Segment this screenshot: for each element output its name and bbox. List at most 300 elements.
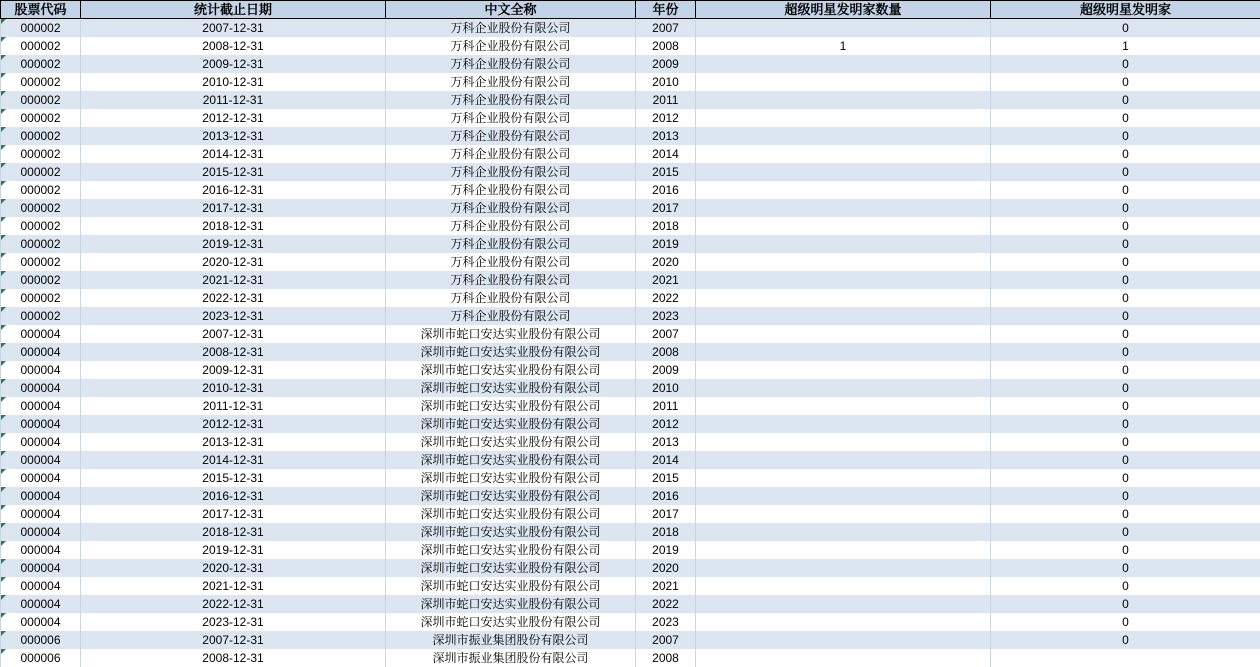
cell-year[interactable]: 2020 [636, 253, 696, 271]
cell-stock-code-text: 000004 [20, 435, 61, 449]
cell-superstar-inventor-count[interactable] [696, 631, 991, 649]
table-row[interactable] [1, 451, 1260, 469]
cell-stock-code[interactable] [1, 505, 81, 523]
cell-statistic-date[interactable]: 2020-12-31 [81, 559, 386, 577]
cell-year[interactable]: 2014 [636, 145, 696, 163]
cell-comment-marker-icon [1, 541, 6, 546]
cell-comment-marker-icon [1, 19, 6, 24]
table-row[interactable] [1, 559, 1260, 577]
cell-year[interactable]: 2015 [636, 163, 696, 181]
cell-stock-code[interactable] [1, 55, 81, 73]
cell-year[interactable]: 2008 [636, 649, 696, 667]
cell-superstar-inventor-flag[interactable]: 0 [991, 217, 1260, 235]
cell-stock-code[interactable] [1, 433, 81, 451]
table-row[interactable] [1, 307, 1260, 325]
cell-statistic-date[interactable]: 2012-12-31 [81, 415, 386, 433]
cell-stock-code[interactable] [1, 235, 81, 253]
table-row[interactable] [1, 109, 1260, 127]
cell-superstar-inventor-flag[interactable]: 0 [991, 361, 1260, 379]
cell-company-name[interactable]: 深圳市振业集团股份有限公司 [386, 631, 636, 649]
cell-superstar-inventor-flag[interactable]: 0 [991, 595, 1260, 613]
table-row[interactable] [1, 343, 1260, 361]
cell-superstar-inventor-flag[interactable]: 0 [991, 559, 1260, 577]
cell-stock-code[interactable] [1, 613, 81, 631]
cell-year[interactable]: 2010 [636, 73, 696, 91]
cell-stock-code[interactable] [1, 649, 81, 667]
cell-statistic-date[interactable]: 2014-12-31 [81, 145, 386, 163]
cell-comment-marker-icon [1, 253, 6, 258]
cell-comment-marker-icon [1, 325, 6, 330]
table-row[interactable] [1, 145, 1260, 163]
cell-stock-code-text: 000006 [20, 651, 61, 665]
cell-superstar-inventor-flag[interactable]: 0 [991, 451, 1260, 469]
column-header-name[interactable]: 中文全称 [386, 1, 636, 19]
cell-statistic-date[interactable]: 2019-12-31 [81, 235, 386, 253]
table-row[interactable] [1, 505, 1260, 523]
cell-stock-code-text: 000004 [20, 363, 61, 377]
cell-stock-code[interactable] [1, 253, 81, 271]
cell-stock-code[interactable] [1, 631, 81, 649]
cell-comment-marker-icon [1, 37, 6, 42]
cell-superstar-inventor-flag[interactable]: 0 [991, 145, 1260, 163]
cell-stock-code[interactable] [1, 37, 81, 55]
cell-company-name[interactable]: 深圳市蛇口安达实业股份有限公司 [386, 595, 636, 613]
cell-company-name[interactable]: 万科企业股份有限公司 [386, 109, 636, 127]
cell-company-name[interactable]: 万科企业股份有限公司 [386, 289, 636, 307]
cell-statistic-date[interactable]: 2021-12-31 [81, 271, 386, 289]
cell-superstar-inventor-count[interactable] [696, 145, 991, 163]
cell-superstar-inventor-count[interactable] [696, 253, 991, 271]
cell-stock-code[interactable] [1, 199, 81, 217]
cell-superstar-inventor-count[interactable] [696, 325, 991, 343]
cell-year[interactable]: 2011 [636, 91, 696, 109]
cell-comment-marker-icon [1, 235, 6, 240]
cell-comment-marker-icon [1, 271, 6, 276]
cell-stock-code[interactable] [1, 469, 81, 487]
table-row[interactable] [1, 631, 1260, 649]
table-row[interactable] [1, 289, 1260, 307]
cell-statistic-date[interactable]: 2007-12-31 [81, 19, 386, 38]
cell-superstar-inventor-flag[interactable] [991, 649, 1260, 667]
cell-year[interactable]: 2023 [636, 307, 696, 325]
cell-superstar-inventor-count[interactable] [696, 649, 991, 667]
cell-stock-code[interactable] [1, 487, 81, 505]
cell-stock-code[interactable] [1, 325, 81, 343]
cell-year[interactable]: 2018 [636, 217, 696, 235]
cell-company-name[interactable]: 深圳市蛇口安达实业股份有限公司 [386, 613, 636, 631]
cell-company-name[interactable]: 万科企业股份有限公司 [386, 37, 636, 55]
cell-comment-marker-icon [1, 505, 6, 510]
table-header-row [1, 1, 1260, 19]
cell-year[interactable]: 2020 [636, 559, 696, 577]
cell-superstar-inventor-count[interactable] [696, 109, 991, 127]
cell-stock-code-text: 000004 [20, 327, 61, 341]
cell-company-name[interactable]: 万科企业股份有限公司 [386, 271, 636, 289]
table-row[interactable] [1, 487, 1260, 505]
cell-comment-marker-icon [1, 361, 6, 366]
cell-stock-code-text: 000004 [20, 561, 61, 575]
cell-comment-marker-icon [1, 523, 6, 528]
column-header-code[interactable]: 股票代码 [1, 1, 81, 19]
table-row[interactable] [1, 523, 1260, 541]
table-row[interactable] [1, 253, 1260, 271]
cell-superstar-inventor-count[interactable] [696, 127, 991, 145]
cell-year[interactable]: 2013 [636, 433, 696, 451]
cell-company-name[interactable]: 万科企业股份有限公司 [386, 145, 636, 163]
cell-stock-code-text: 000004 [20, 507, 61, 521]
cell-superstar-inventor-count[interactable]: 1 [696, 37, 991, 55]
cell-superstar-inventor-flag[interactable]: 0 [991, 91, 1260, 109]
cell-stock-code[interactable] [1, 595, 81, 613]
cell-year[interactable]: 2016 [636, 181, 696, 199]
cell-statistic-date[interactable]: 2007-12-31 [81, 631, 386, 649]
cell-superstar-inventor-count[interactable] [696, 559, 991, 577]
cell-statistic-date[interactable]: 2013-12-31 [81, 433, 386, 451]
cell-company-name[interactable]: 万科企业股份有限公司 [386, 127, 636, 145]
table-row[interactable] [1, 379, 1260, 397]
cell-superstar-inventor-count[interactable] [696, 55, 991, 73]
cell-stock-code-text: 000004 [20, 453, 61, 467]
cell-company-name[interactable]: 深圳市蛇口安达实业股份有限公司 [386, 523, 636, 541]
cell-superstar-inventor-flag[interactable]: 0 [991, 253, 1260, 271]
cell-company-name[interactable]: 万科企业股份有限公司 [386, 91, 636, 109]
cell-year[interactable]: 2007 [636, 19, 696, 38]
cell-statistic-date[interactable]: 2016-12-31 [81, 487, 386, 505]
cell-comment-marker-icon [1, 415, 6, 420]
cell-company-name[interactable]: 深圳市蛇口安达实业股份有限公司 [386, 559, 636, 577]
cell-superstar-inventor-flag[interactable]: 0 [991, 73, 1260, 91]
cell-superstar-inventor-count[interactable] [696, 595, 991, 613]
column-header-date[interactable]: 统计截止日期 [81, 1, 386, 19]
cell-superstar-inventor-count[interactable] [696, 361, 991, 379]
table-row[interactable] [1, 649, 1260, 667]
cell-superstar-inventor-count[interactable] [696, 379, 991, 397]
cell-stock-code[interactable] [1, 361, 81, 379]
cell-stock-code-text: 000002 [20, 165, 61, 179]
table-row[interactable] [1, 325, 1260, 343]
cell-superstar-inventor-count[interactable] [696, 199, 991, 217]
cell-superstar-inventor-flag[interactable]: 0 [991, 55, 1260, 73]
cell-superstar-inventor-flag[interactable]: 0 [991, 415, 1260, 433]
cell-statistic-date[interactable]: 2010-12-31 [81, 379, 386, 397]
table-row[interactable] [1, 271, 1260, 289]
cell-year[interactable]: 2012 [636, 109, 696, 127]
cell-company-name[interactable]: 深圳市蛇口安达实业股份有限公司 [386, 397, 636, 415]
cell-superstar-inventor-count[interactable] [696, 307, 991, 325]
cell-statistic-date[interactable]: 2023-12-31 [81, 307, 386, 325]
cell-stock-code-text: 000004 [20, 579, 61, 593]
cell-comment-marker-icon [1, 343, 6, 348]
cell-superstar-inventor-count[interactable] [696, 523, 991, 541]
cell-superstar-inventor-flag[interactable]: 0 [991, 379, 1260, 397]
column-header-year[interactable]: 年份 [636, 1, 696, 19]
cell-company-name[interactable]: 万科企业股份有限公司 [386, 55, 636, 73]
cell-year[interactable]: 2019 [636, 541, 696, 559]
cell-company-name[interactable]: 万科企业股份有限公司 [386, 253, 636, 271]
table-row[interactable] [1, 217, 1260, 235]
table-row[interactable] [1, 127, 1260, 145]
table-row[interactable] [1, 595, 1260, 613]
cell-superstar-inventor-count[interactable] [696, 91, 991, 109]
cell-company-name[interactable]: 万科企业股份有限公司 [386, 235, 636, 253]
cell-superstar-inventor-count[interactable] [696, 487, 991, 505]
cell-superstar-inventor-flag[interactable]: 0 [991, 181, 1260, 199]
cell-year[interactable]: 2021 [636, 271, 696, 289]
table-row[interactable] [1, 19, 1260, 38]
cell-stock-code-text: 000002 [20, 21, 61, 35]
cell-company-name[interactable]: 深圳市蛇口安达实业股份有限公司 [386, 541, 636, 559]
cell-superstar-inventor-count[interactable] [696, 73, 991, 91]
cell-comment-marker-icon [1, 577, 6, 582]
cell-year[interactable]: 2017 [636, 505, 696, 523]
column-header-flag[interactable]: 超级明星发明家 [991, 1, 1260, 19]
table-row[interactable] [1, 235, 1260, 253]
cell-statistic-date[interactable]: 2020-12-31 [81, 253, 386, 271]
table-row[interactable] [1, 613, 1260, 631]
cell-superstar-inventor-flag[interactable]: 0 [991, 469, 1260, 487]
table-row[interactable] [1, 361, 1260, 379]
cell-superstar-inventor-flag[interactable]: 0 [991, 433, 1260, 451]
cell-statistic-date[interactable]: 2018-12-31 [81, 523, 386, 541]
cell-company-name[interactable]: 万科企业股份有限公司 [386, 163, 636, 181]
cell-statistic-date[interactable]: 2008-12-31 [81, 649, 386, 667]
cell-stock-code[interactable] [1, 91, 81, 109]
cell-superstar-inventor-flag[interactable]: 0 [991, 631, 1260, 649]
cell-statistic-date[interactable]: 2017-12-31 [81, 505, 386, 523]
cell-company-name[interactable]: 深圳市蛇口安达实业股份有限公司 [386, 505, 636, 523]
table-row[interactable] [1, 163, 1260, 181]
cell-stock-code[interactable] [1, 181, 81, 199]
cell-year[interactable]: 2008 [636, 37, 696, 55]
cell-stock-code[interactable] [1, 307, 81, 325]
cell-statistic-date[interactable]: 2008-12-31 [81, 37, 386, 55]
cell-superstar-inventor-count[interactable] [696, 433, 991, 451]
cell-comment-marker-icon [1, 631, 6, 636]
table-row[interactable] [1, 577, 1260, 595]
cell-superstar-inventor-flag[interactable]: 0 [991, 109, 1260, 127]
cell-year[interactable]: 2015 [636, 469, 696, 487]
cell-year[interactable]: 2013 [636, 127, 696, 145]
cell-stock-code[interactable] [1, 73, 81, 91]
cell-statistic-date[interactable]: 2015-12-31 [81, 163, 386, 181]
cell-superstar-inventor-flag[interactable]: 0 [991, 577, 1260, 595]
cell-superstar-inventor-count[interactable] [696, 19, 991, 38]
cell-comment-marker-icon [1, 595, 6, 600]
cell-stock-code[interactable] [1, 559, 81, 577]
cell-stock-code-text: 000006 [20, 633, 61, 647]
cell-year[interactable]: 2022 [636, 595, 696, 613]
cell-stock-code[interactable] [1, 397, 81, 415]
cell-stock-code-text: 000004 [20, 543, 61, 557]
cell-stock-code[interactable] [1, 127, 81, 145]
cell-statistic-date[interactable]: 2017-12-31 [81, 199, 386, 217]
cell-comment-marker-icon [1, 109, 6, 114]
cell-stock-code-text: 000002 [20, 291, 61, 305]
cell-year[interactable]: 2007 [636, 325, 696, 343]
cell-statistic-date[interactable]: 2018-12-31 [81, 217, 386, 235]
cell-superstar-inventor-count[interactable] [696, 181, 991, 199]
cell-stock-code-text: 000002 [20, 237, 61, 251]
cell-superstar-inventor-count[interactable] [696, 235, 991, 253]
cell-statistic-date[interactable]: 2008-12-31 [81, 343, 386, 361]
cell-comment-marker-icon [1, 451, 6, 456]
cell-stock-code[interactable] [1, 271, 81, 289]
cell-company-name[interactable]: 深圳市蛇口安达实业股份有限公司 [386, 325, 636, 343]
cell-year[interactable]: 2016 [636, 487, 696, 505]
cell-company-name[interactable]: 深圳市蛇口安达实业股份有限公司 [386, 469, 636, 487]
cell-superstar-inventor-count[interactable] [696, 469, 991, 487]
cell-company-name[interactable]: 深圳市蛇口安达实业股份有限公司 [386, 451, 636, 469]
cell-superstar-inventor-count[interactable] [696, 217, 991, 235]
cell-comment-marker-icon [1, 307, 6, 312]
cell-year[interactable]: 2019 [636, 235, 696, 253]
table-row[interactable] [1, 199, 1260, 217]
cell-superstar-inventor-flag[interactable]: 0 [991, 343, 1260, 361]
cell-superstar-inventor-flag[interactable]: 0 [991, 397, 1260, 415]
cell-comment-marker-icon [1, 73, 6, 78]
table-row[interactable] [1, 181, 1260, 199]
cell-superstar-inventor-count[interactable] [696, 163, 991, 181]
cell-superstar-inventor-flag[interactable]: 0 [991, 127, 1260, 145]
cell-stock-code-text: 000002 [20, 183, 61, 197]
cell-superstar-inventor-flag[interactable]: 1 [991, 37, 1260, 55]
cell-stock-code[interactable] [1, 343, 81, 361]
cell-year[interactable]: 2007 [636, 631, 696, 649]
cell-company-name[interactable]: 深圳市蛇口安达实业股份有限公司 [386, 487, 636, 505]
cell-company-name[interactable]: 深圳市蛇口安达实业股份有限公司 [386, 343, 636, 361]
table-row[interactable] [1, 469, 1260, 487]
table-row[interactable] [1, 433, 1260, 451]
cell-company-name[interactable]: 万科企业股份有限公司 [386, 19, 636, 38]
cell-company-name[interactable]: 深圳市蛇口安达实业股份有限公司 [386, 361, 636, 379]
cell-superstar-inventor-count[interactable] [696, 343, 991, 361]
cell-year[interactable]: 2021 [636, 577, 696, 595]
cell-stock-code[interactable] [1, 163, 81, 181]
cell-company-name[interactable]: 深圳市蛇口安达实业股份有限公司 [386, 433, 636, 451]
cell-company-name[interactable]: 万科企业股份有限公司 [386, 217, 636, 235]
cell-superstar-inventor-flag[interactable]: 0 [991, 271, 1260, 289]
cell-superstar-inventor-count[interactable] [696, 541, 991, 559]
cell-stock-code-text: 000004 [20, 597, 61, 611]
cell-superstar-inventor-count[interactable] [696, 415, 991, 433]
cell-statistic-date[interactable]: 2023-12-31 [81, 613, 386, 631]
cell-comment-marker-icon [1, 55, 6, 60]
cell-superstar-inventor-count[interactable] [696, 577, 991, 595]
cell-company-name[interactable]: 深圳市蛇口安达实业股份有限公司 [386, 577, 636, 595]
cell-year[interactable]: 2012 [636, 415, 696, 433]
cell-statistic-date[interactable]: 2015-12-31 [81, 469, 386, 487]
cell-year[interactable]: 2009 [636, 361, 696, 379]
cell-superstar-inventor-count[interactable] [696, 289, 991, 307]
cell-statistic-date[interactable]: 2007-12-31 [81, 325, 386, 343]
cell-superstar-inventor-flag[interactable]: 0 [991, 487, 1260, 505]
table-row[interactable] [1, 397, 1260, 415]
cell-superstar-inventor-flag[interactable]: 0 [991, 325, 1260, 343]
table-row[interactable] [1, 91, 1260, 109]
cell-statistic-date[interactable]: 2009-12-31 [81, 361, 386, 379]
cell-company-name[interactable]: 万科企业股份有限公司 [386, 181, 636, 199]
cell-year[interactable]: 2022 [636, 289, 696, 307]
cell-year[interactable]: 2010 [636, 379, 696, 397]
cell-stock-code[interactable] [1, 217, 81, 235]
cell-company-name[interactable]: 万科企业股份有限公司 [386, 307, 636, 325]
cell-superstar-inventor-count[interactable] [696, 451, 991, 469]
cell-statistic-date[interactable]: 2022-12-31 [81, 289, 386, 307]
cell-superstar-inventor-flag[interactable]: 0 [991, 235, 1260, 253]
table-row[interactable] [1, 73, 1260, 91]
cell-statistic-date[interactable]: 2014-12-31 [81, 451, 386, 469]
cell-stock-code[interactable] [1, 451, 81, 469]
cell-year[interactable]: 2011 [636, 397, 696, 415]
cell-statistic-date[interactable]: 2019-12-31 [81, 541, 386, 559]
cell-superstar-inventor-count[interactable] [696, 613, 991, 631]
cell-comment-marker-icon [1, 487, 6, 492]
table-row[interactable] [1, 55, 1260, 73]
table-row[interactable] [1, 415, 1260, 433]
cell-stock-code[interactable] [1, 145, 81, 163]
cell-company-name[interactable]: 万科企业股份有限公司 [386, 73, 636, 91]
cell-statistic-date[interactable]: 2013-12-31 [81, 127, 386, 145]
cell-superstar-inventor-flag[interactable]: 0 [991, 199, 1260, 217]
cell-company-name[interactable]: 万科企业股份有限公司 [386, 199, 636, 217]
cell-superstar-inventor-flag[interactable]: 0 [991, 613, 1260, 631]
cell-year[interactable]: 2008 [636, 343, 696, 361]
cell-statistic-date[interactable]: 2016-12-31 [81, 181, 386, 199]
cell-stock-code[interactable] [1, 577, 81, 595]
cell-stock-code-text: 000004 [20, 615, 61, 629]
cell-company-name[interactable]: 深圳市蛇口安达实业股份有限公司 [386, 415, 636, 433]
cell-year[interactable]: 2017 [636, 199, 696, 217]
cell-year[interactable]: 2009 [636, 55, 696, 73]
cell-superstar-inventor-flag[interactable]: 0 [991, 505, 1260, 523]
cell-superstar-inventor-count[interactable] [696, 505, 991, 523]
cell-stock-code[interactable] [1, 109, 81, 127]
cell-statistic-date[interactable]: 2012-12-31 [81, 109, 386, 127]
cell-superstar-inventor-flag[interactable]: 0 [991, 163, 1260, 181]
cell-superstar-inventor-flag[interactable]: 0 [991, 541, 1260, 559]
cell-company-name[interactable]: 深圳市蛇口安达实业股份有限公司 [386, 379, 636, 397]
cell-statistic-date[interactable]: 2022-12-31 [81, 595, 386, 613]
cell-company-name[interactable]: 深圳市振业集团股份有限公司 [386, 649, 636, 667]
cell-stock-code[interactable] [1, 289, 81, 307]
cell-statistic-date[interactable]: 2011-12-31 [81, 91, 386, 109]
cell-year[interactable]: 2018 [636, 523, 696, 541]
cell-stock-code[interactable] [1, 523, 81, 541]
cell-superstar-inventor-flag[interactable]: 0 [991, 289, 1260, 307]
table-row[interactable] [1, 541, 1260, 559]
cell-statistic-date[interactable]: 2009-12-31 [81, 55, 386, 73]
cell-superstar-inventor-count[interactable] [696, 397, 991, 415]
cell-statistic-date[interactable]: 2010-12-31 [81, 73, 386, 91]
cell-stock-code[interactable] [1, 541, 81, 559]
cell-stock-code[interactable] [1, 19, 81, 38]
cell-superstar-inventor-flag[interactable]: 0 [991, 19, 1260, 38]
cell-stock-code[interactable] [1, 415, 81, 433]
cell-superstar-inventor-flag[interactable]: 0 [991, 523, 1260, 541]
column-header-count[interactable]: 超级明星发明家数量 [696, 1, 991, 19]
cell-stock-code-text: 000002 [20, 57, 61, 71]
table-row[interactable] [1, 37, 1260, 55]
cell-stock-code[interactable] [1, 379, 81, 397]
cell-year[interactable]: 2014 [636, 451, 696, 469]
cell-statistic-date[interactable]: 2011-12-31 [81, 397, 386, 415]
cell-statistic-date[interactable]: 2021-12-31 [81, 577, 386, 595]
cell-stock-code-text: 000002 [20, 129, 61, 143]
cell-stock-code-text: 000004 [20, 525, 61, 539]
cell-year[interactable]: 2023 [636, 613, 696, 631]
cell-superstar-inventor-count[interactable] [696, 271, 991, 289]
cell-superstar-inventor-flag[interactable]: 0 [991, 307, 1260, 325]
